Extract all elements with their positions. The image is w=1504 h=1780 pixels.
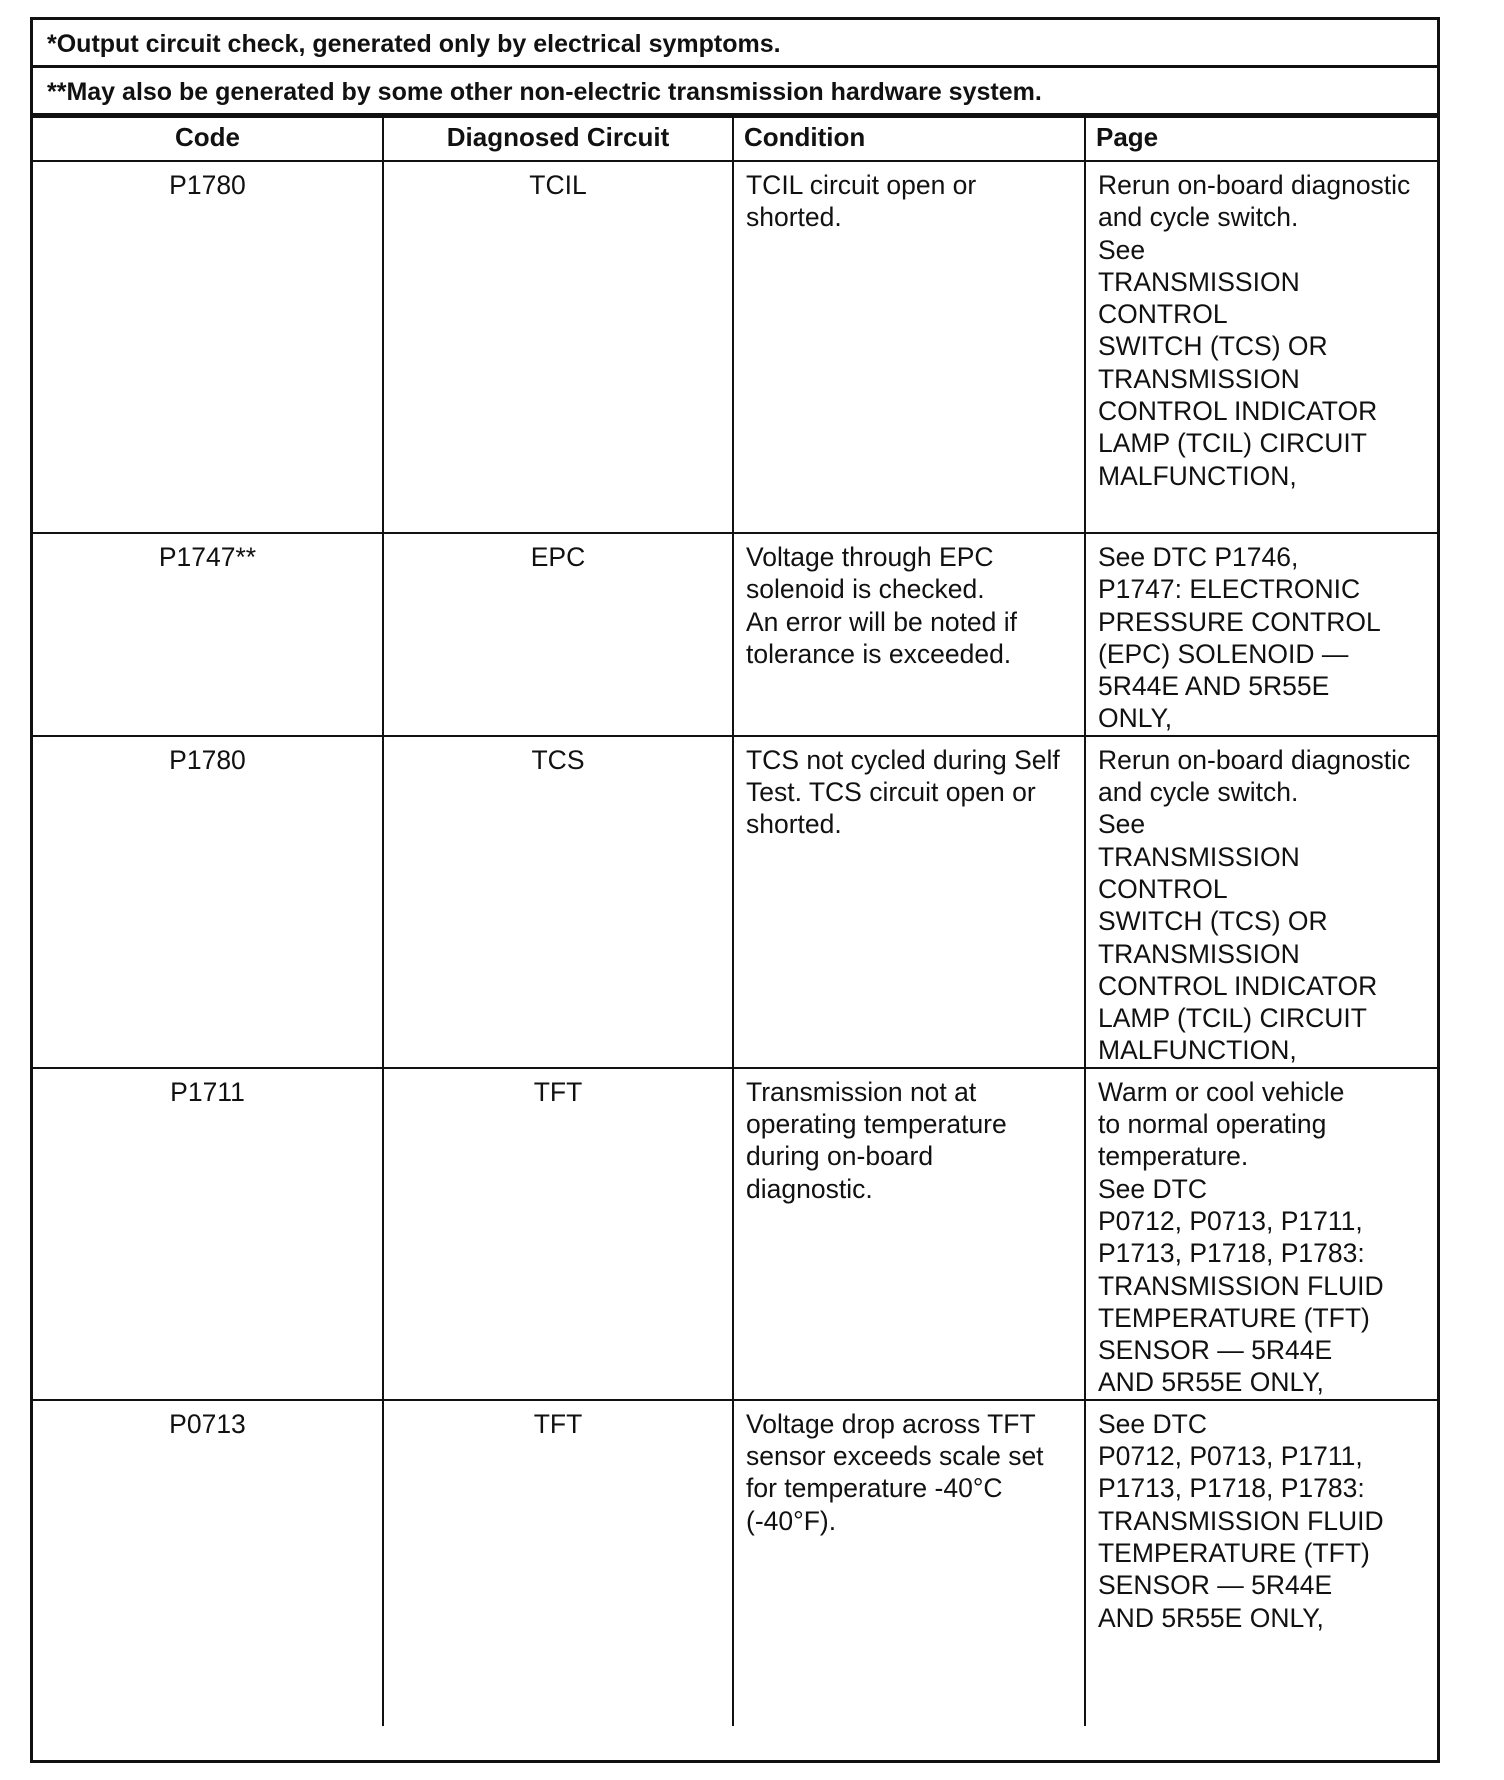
cell-diagnosed-circuit: TCS xyxy=(383,736,733,1068)
cell-code: P1711 xyxy=(33,1068,383,1400)
page-line: P1713, P1718, P1783: xyxy=(1098,1238,1365,1269)
page-line: TRANSMISSION xyxy=(1098,363,1300,394)
page-line: (EPC) SOLENOID — xyxy=(1098,638,1349,669)
condition-line: TCS not cycled during Self xyxy=(746,744,1060,775)
page-line: temperature. xyxy=(1098,1141,1249,1172)
page-line: See xyxy=(1098,809,1146,840)
cell-condition xyxy=(733,1068,1085,1400)
header-page: Page xyxy=(1085,117,1437,161)
page-line: SENSOR — 5R44E xyxy=(1098,1570,1333,1601)
dtc-table xyxy=(33,116,1437,1726)
page-line: AND 5R55E ONLY, xyxy=(1098,1602,1324,1633)
table-row xyxy=(33,1068,1437,1400)
page-line: and cycle switch. xyxy=(1098,777,1299,808)
condition-line: sensor exceeds scale set xyxy=(746,1441,1044,1472)
cell-condition xyxy=(733,161,1085,533)
cell-code: P1780 xyxy=(33,736,383,1068)
condition-line: for temperature -40°C xyxy=(746,1473,1003,1504)
condition-line: diagnostic. xyxy=(746,1173,873,1204)
condition-line: Voltage drop across TFT xyxy=(746,1408,1036,1439)
note-output-circuit: *Output circuit check, generated only by electrical symptoms. xyxy=(33,20,1437,68)
page-line: TRANSMISSION xyxy=(1098,266,1300,297)
cell-code: P0713 xyxy=(33,1400,383,1726)
page-line: See DTC xyxy=(1098,1173,1207,1204)
page-line: See xyxy=(1098,234,1146,265)
condition-line: (-40°F). xyxy=(746,1505,837,1536)
page-line: and cycle switch. xyxy=(1098,202,1299,233)
page-line: TRANSMISSION FLUID xyxy=(1098,1505,1384,1536)
page-line: MALFUNCTION, xyxy=(1098,460,1297,491)
cell-page xyxy=(1085,161,1437,533)
condition-line: An error will be noted if xyxy=(746,606,1018,637)
condition-line: Transmission not at xyxy=(746,1076,977,1107)
cell-diagnosed-circuit: TFT xyxy=(383,1400,733,1726)
page-line: CONTROL INDICATOR xyxy=(1098,970,1378,1001)
page-line: 5R44E AND 5R55E xyxy=(1098,671,1330,702)
page-line: to normal operating xyxy=(1098,1109,1327,1140)
table-row xyxy=(33,161,1437,533)
note-non-electric: **May also be generated by some other non-electric transmission hardware system. xyxy=(33,68,1437,116)
cell-condition xyxy=(733,1400,1085,1726)
page-line: LAMP (TCIL) CIRCUIT xyxy=(1098,1003,1367,1034)
page-line: TRANSMISSION xyxy=(1098,938,1300,969)
condition-line: Voltage through EPC xyxy=(746,542,994,572)
page-line: Rerun on-board diagnostic xyxy=(1098,744,1411,775)
page-line: P0712, P0713, P1711, xyxy=(1098,1441,1363,1472)
table-row xyxy=(33,1400,1437,1726)
condition-line: tolerance is exceeded. xyxy=(746,638,1012,669)
cell-code: P1747** xyxy=(33,533,383,736)
cell-page xyxy=(1085,736,1437,1068)
cell-page xyxy=(1085,533,1437,736)
header-diagnosed-circuit: Diagnosed Circuit xyxy=(383,117,733,161)
page-line: TRANSMISSION FLUID xyxy=(1098,1270,1384,1301)
cell-page xyxy=(1085,1068,1437,1400)
page-line: SENSOR — 5R44E xyxy=(1098,1335,1333,1366)
cell-page xyxy=(1085,1400,1437,1726)
cell-diagnosed-circuit: TCIL xyxy=(383,161,733,533)
page-line: SWITCH (TCS) OR xyxy=(1098,331,1328,362)
page-line: MALFUNCTION, xyxy=(1098,1035,1297,1066)
page-line: AND 5R55E ONLY, xyxy=(1098,1367,1324,1398)
condition-line: operating temperature xyxy=(746,1109,1007,1140)
page-line: TEMPERATURE (TFT) xyxy=(1098,1537,1370,1568)
page-line: LAMP (TCIL) CIRCUIT xyxy=(1098,428,1367,459)
page-line: P0712, P0713, P1711, xyxy=(1098,1205,1363,1236)
condition-line: during on-board xyxy=(746,1141,934,1172)
condition-line: Test. TCS circuit open or xyxy=(746,777,1036,808)
page-line: Warm or cool vehicle xyxy=(1098,1076,1345,1107)
page-line: ONLY, xyxy=(1098,703,1173,734)
table-row xyxy=(33,736,1437,1068)
cell-code: P1780 xyxy=(33,161,383,533)
cell-condition xyxy=(733,736,1085,1068)
page-line: CONTROL INDICATOR xyxy=(1098,396,1378,427)
header-code: Code xyxy=(33,117,383,161)
page-line: Rerun on-board diagnostic xyxy=(1098,170,1411,200)
condition-line: TCIL circuit open or xyxy=(746,170,977,200)
page-line: P1713, P1718, P1783: xyxy=(1098,1473,1365,1504)
cell-diagnosed-circuit: TFT xyxy=(383,1068,733,1400)
page-line: P1747: ELECTRONIC xyxy=(1098,574,1361,605)
table-header-row xyxy=(33,117,1437,161)
page-line: SWITCH (TCS) OR xyxy=(1098,906,1328,937)
dtc-table-sheet xyxy=(30,17,1440,1763)
cell-condition xyxy=(733,533,1085,736)
cell-diagnosed-circuit: EPC xyxy=(383,533,733,736)
page-line: CONTROL xyxy=(1098,873,1228,904)
condition-line: shorted. xyxy=(746,202,842,233)
page-line: TEMPERATURE (TFT) xyxy=(1098,1302,1370,1333)
page-line: See DTC xyxy=(1098,1408,1207,1439)
condition-line: solenoid is checked. xyxy=(746,574,985,605)
header-condition: Condition xyxy=(733,117,1085,161)
condition-line: shorted. xyxy=(746,809,842,840)
page-line: CONTROL xyxy=(1098,299,1228,330)
table-row xyxy=(33,533,1437,736)
page-line: TRANSMISSION xyxy=(1098,841,1300,872)
page-line: See DTC P1746, xyxy=(1098,542,1299,572)
page-line: PRESSURE CONTROL xyxy=(1098,606,1381,637)
